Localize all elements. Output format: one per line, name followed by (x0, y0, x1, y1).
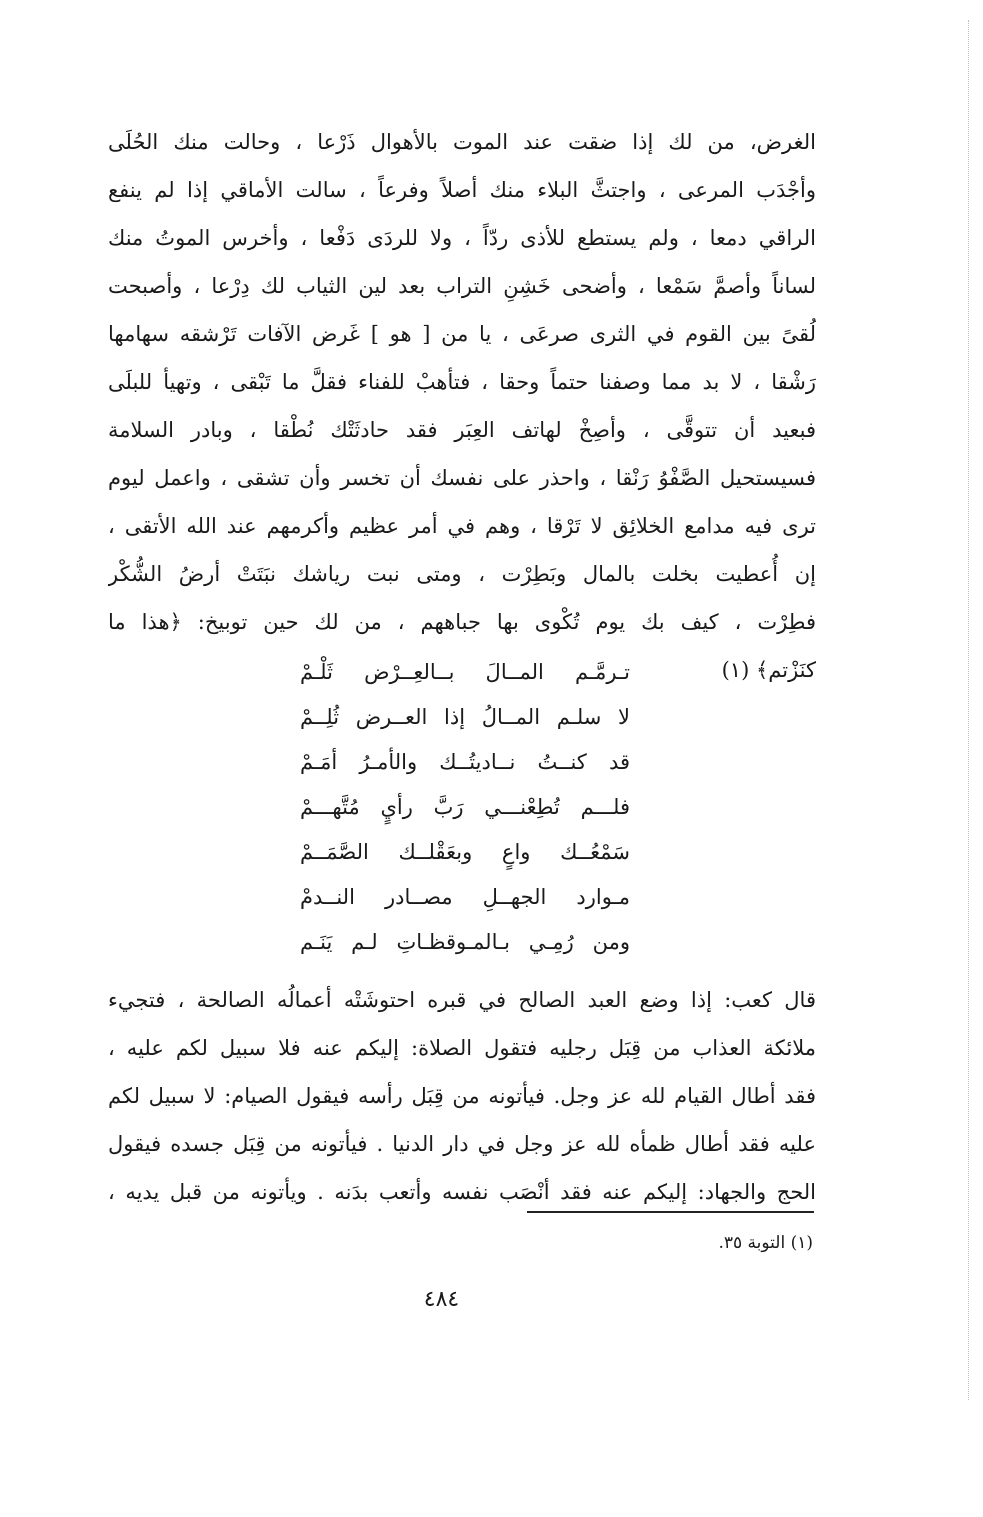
text-line: فسيستحيل الصَّفْوُ رَنْقا ، واحذر على نفسك أن تخسر وأن تشقى ، واعمل ليوم (108, 466, 816, 490)
verse-line: تـرمَّـم المــالَ بــالعِــرْض ثَلْـمْ (300, 660, 630, 684)
text-line: فطِرْت ، كيف بك يوم تُكْوى بها جباههم ، من لك حين توبيخ: ﴿هذا ما (108, 610, 816, 634)
verse-line: مـوارد الجهــلِ مصــادر النــدمْ (300, 885, 630, 909)
verse-line: لا سلـم المــالُ إذا العــرض ثُلِــمْ (300, 705, 630, 729)
text-line: لُقىً بين القوم في الثرى صرعَى ، يا من [ هو ] غَرض الآفات تَرْشقه سهامها (108, 322, 816, 346)
footnote: (١) التوبة ٣٥. (718, 1233, 813, 1253)
verse-line: سَمْعُــك واعٍ وبعَقْلــك الصَّمَــمْ (300, 840, 630, 864)
scan-edge-line (968, 20, 969, 1400)
paragraph-1 (108, 118, 816, 694)
text-line: إن أُعطيت بخلت بالمال وبَطِرْت ، ومتى نبت رياشك نبَتَتْ أرضُ الشُّكْر (108, 562, 816, 586)
text-line: فقد أطال القيام لله عز وجل. فيأتونه من قِبَل رأسه فيقول الصيام: لا سبيل لكم (108, 1084, 816, 1108)
text-line: ملائكة العذاب من قِبَل رجليه فتقول الصلاة: إليكم عنه فلا سبيل لكم عليه ، (108, 1036, 816, 1060)
verse-line: فلـــم تُطِعْنـــي رَبَّ رأيٍ مُتَّهـــمْ (300, 795, 630, 819)
paragraph-2 (108, 976, 816, 1216)
poem-verses (300, 650, 630, 965)
text-line: الراقي دمعا ، ولم يستطع للأذى ردّاً ، ولا للردَى دَفْعا ، وأخرس الموتُ منك (108, 226, 816, 250)
text-line: ترى فيه مدامع الخلائِق لا تَرْقا ، وهم في أمر عظيم وأكرمهم عند الله الأتقى ، (108, 514, 816, 538)
text-line: قال كعب: إذا وضع العبد الصالح في قبره احتوشَتْه أعمالُه الصالحة ، فتجيء (108, 988, 816, 1012)
page-number: ٤٨٤ (423, 1287, 460, 1312)
text-line: لساناً وأصمَّ سَمْعا ، وأضحى خَشِنِ التراب بعد لين الثياب لك دِرْعا ، وأصبحت (108, 274, 816, 298)
text-line: وأجْدَب المرعى ، واجتثَّ البلاء منك أصلاً وفرعاً ، سالت الأماقي إذا لم ينفع (108, 178, 816, 202)
footnote-divider (527, 1211, 814, 1213)
text-line: رَشْقا ، لا بد مما وصفنا حتماً وحقا ، فتأهبْ للفناء فقلَّ ما تَبْقى ، وتهيأ للبلَى (108, 370, 816, 394)
text-line: عليه فقد أطال ظمأه لله عز وجل في دار الدنيا . فيأتونه من قِبَل جسده فيقول (108, 1132, 816, 1156)
text-line: الحج والجهاد: إليكم عنه فقد أنْصَب نفسه وأتعب بدَنه . ويأتونه من قبل يديه ، (108, 1180, 816, 1204)
text-line: كنَزْتم﴾ (١) (721, 658, 816, 682)
text-line: الغرض، من لك إذا ضقت عند الموت بالأهوال ذَرْعا ، وحالت منك الحُلَى (108, 130, 816, 154)
text-line: فبعيد أن تتوقَّى ، وأصِخْ لهاتف العِبَر فقد حادثَتْك نُطْقا ، وبادر السلامة (108, 418, 816, 442)
verse-line: قد كنــتُ نــاديتُــك والأمـرُ أمَـمْ (300, 750, 630, 774)
verse-line: ومن رُمِـي بـالمـوقظـاتِ لـم يَنَـم (300, 930, 630, 954)
